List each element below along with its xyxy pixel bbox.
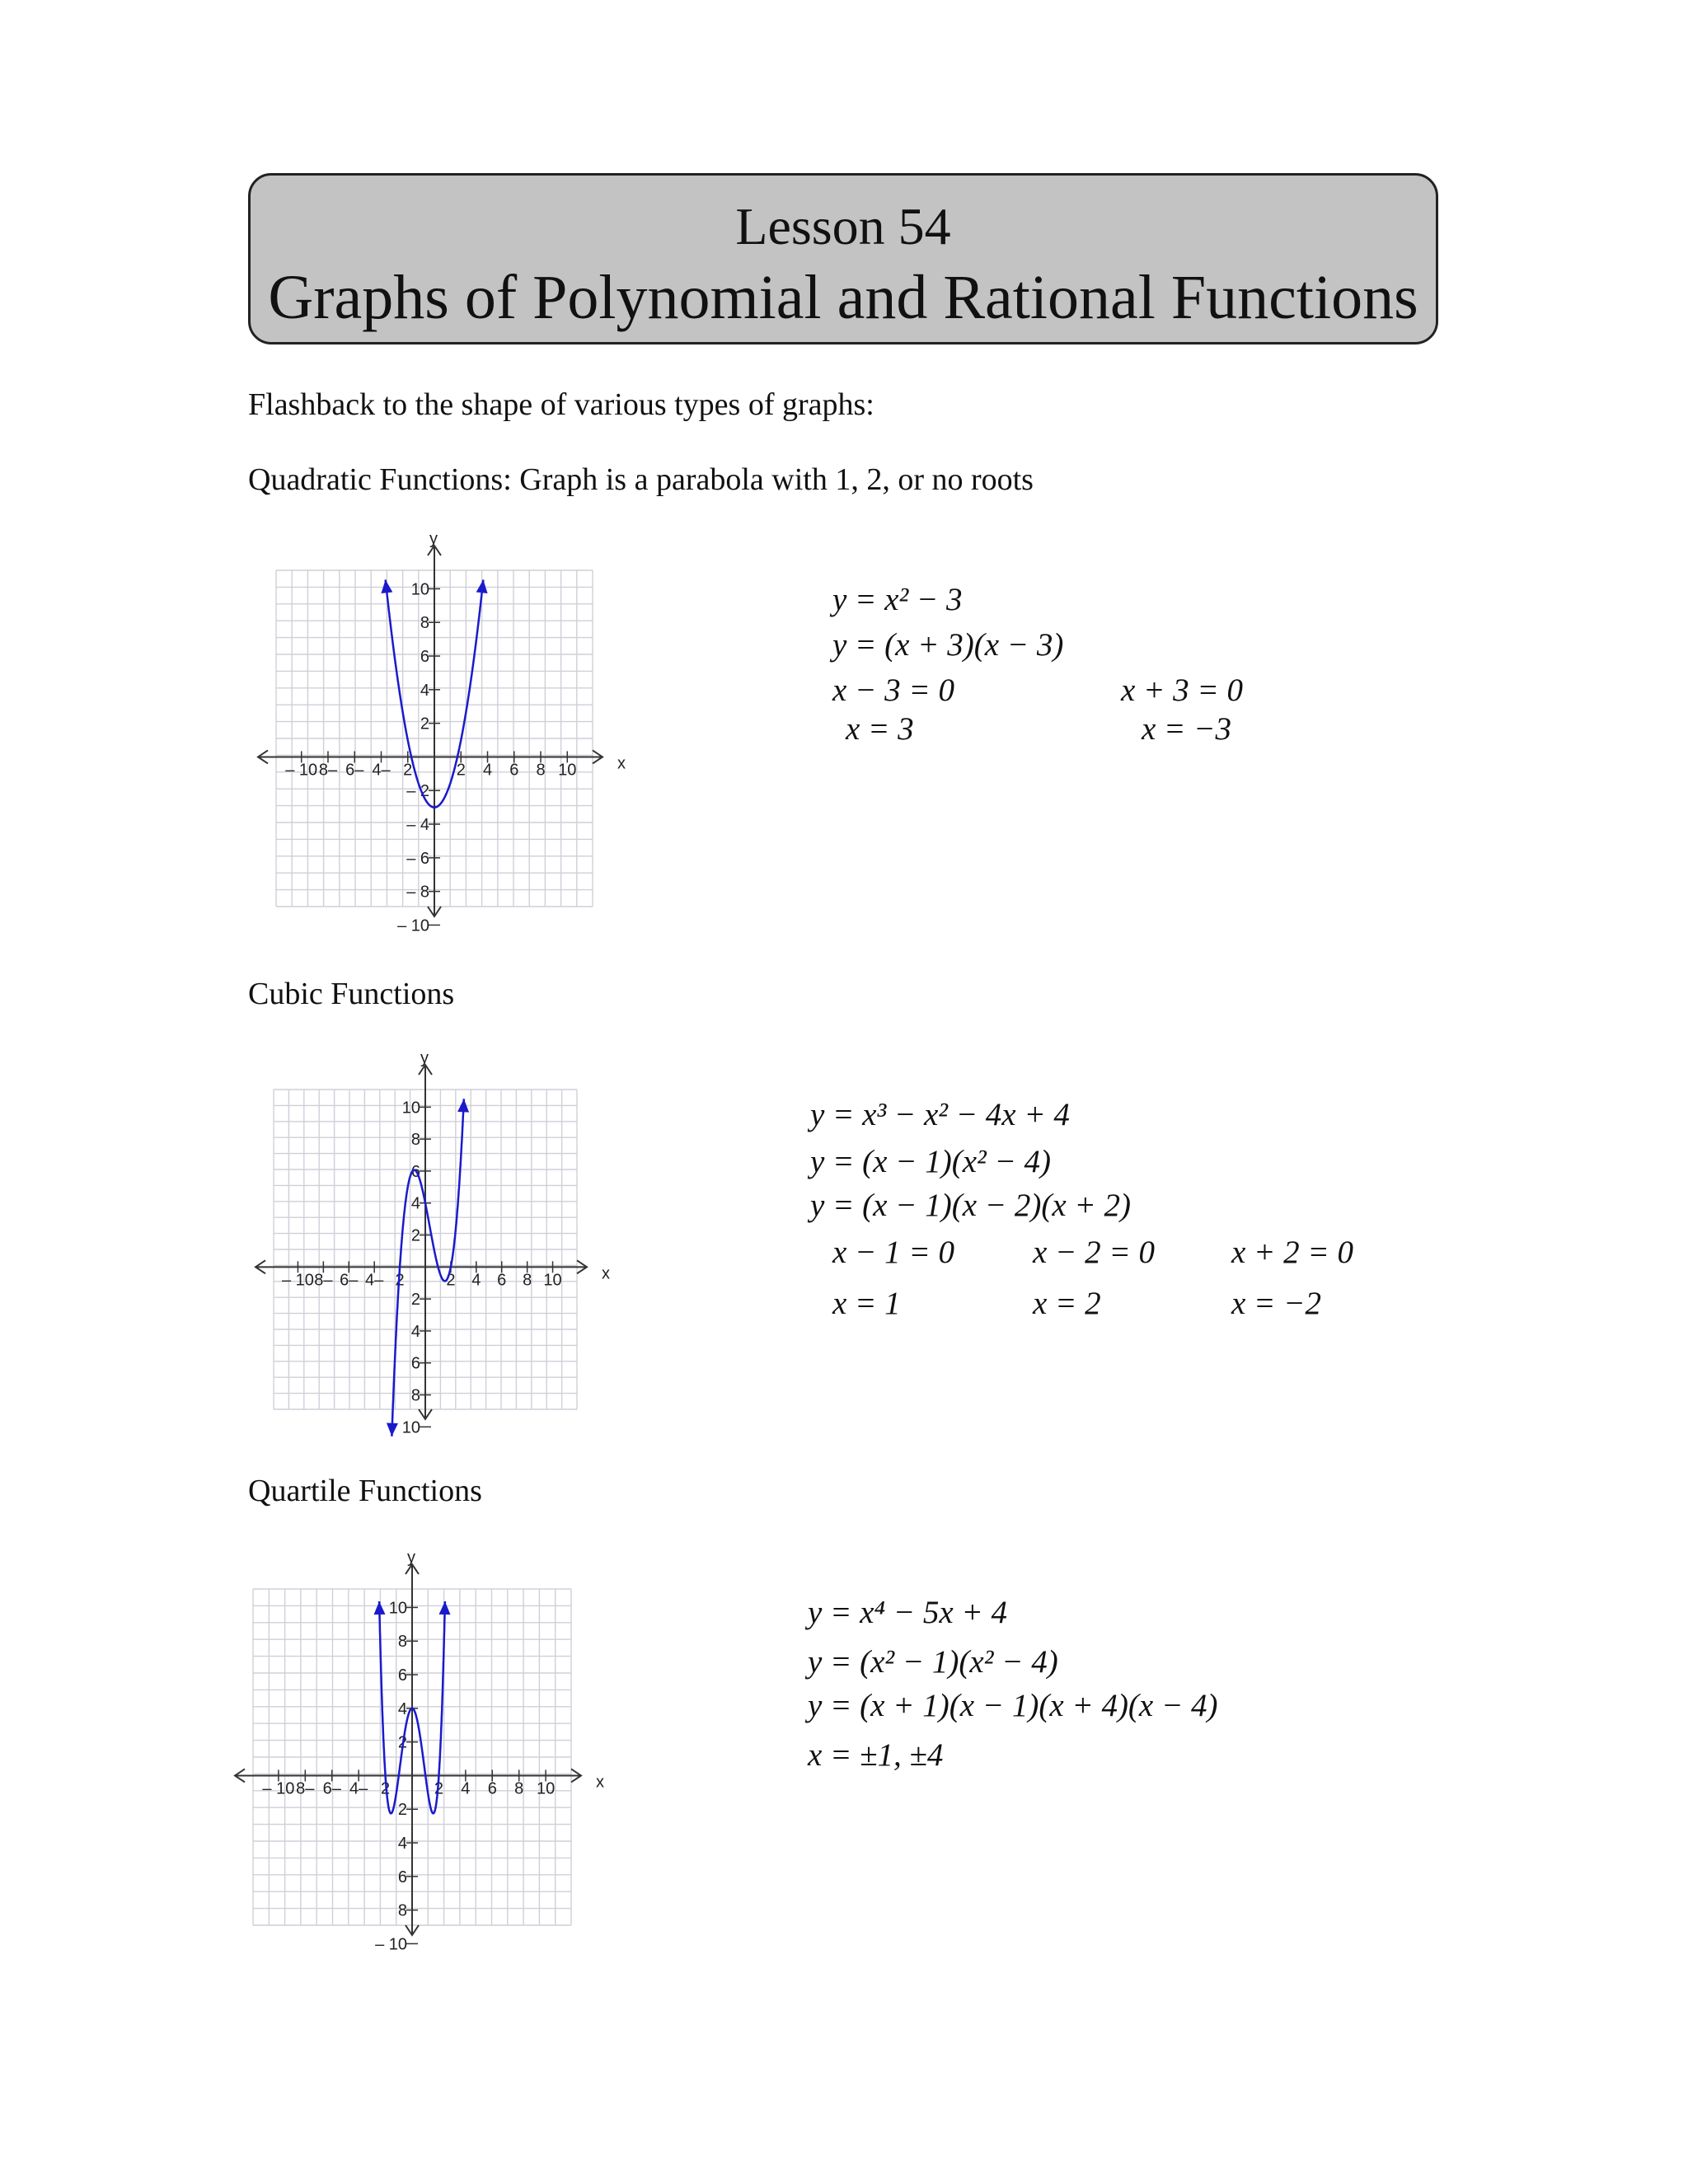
x-tick-label: 8– xyxy=(318,761,338,780)
x-tick-label: 4 xyxy=(482,761,493,780)
y-tick-label: 8 xyxy=(420,614,429,633)
y-tick-label: 2 xyxy=(397,1801,407,1820)
section-heading-quadratic: Quadratic Functions: Graph is a parabola with 1, 2, or no roots xyxy=(248,462,1034,497)
x-tick-label: 4– xyxy=(349,1779,368,1798)
x-tick-label: 8– xyxy=(296,1779,315,1798)
x-tick-label: – 10 xyxy=(285,761,318,780)
x-axis-label: x xyxy=(602,1264,610,1283)
y-tick-label: – 10 xyxy=(397,916,429,935)
cubic-root1: x = 1 xyxy=(832,1286,901,1321)
x-tick-label: 8 xyxy=(523,1271,532,1290)
x-tick-label: – 10 xyxy=(262,1779,295,1798)
cubic-eq-factored: y = (x − 1)(x − 2)(x + 2) xyxy=(810,1188,1131,1223)
x-tick-label: 6 xyxy=(487,1779,497,1798)
y-tick-label: 2 xyxy=(397,1733,407,1752)
quad-eq-factored: y = (x + 3)(x − 3) xyxy=(832,627,1064,663)
x-tick-label: 8– xyxy=(314,1271,333,1290)
y-tick-label: 10 xyxy=(401,1418,420,1437)
x-tick-label: 4– xyxy=(372,761,391,780)
x-tick-label: 2 xyxy=(456,761,466,780)
page-title: Graphs of Polynomial and Rational Functions xyxy=(268,263,1418,332)
x-tick-label: 8 xyxy=(536,761,546,780)
x-tick-label: 2 xyxy=(434,1779,443,1798)
y-axis-label: y xyxy=(407,1549,415,1567)
quad-eq-root1-eq: x − 3 = 0 xyxy=(832,673,954,708)
x-tick-label: 10 xyxy=(543,1271,562,1290)
cubic-root3: x = −2 xyxy=(1231,1286,1321,1321)
y-tick-label: 6 xyxy=(397,1868,407,1886)
equation-text: y = x² − 3 xyxy=(832,582,963,617)
x-tick-label: 4 xyxy=(461,1779,471,1798)
quartic-graph xyxy=(218,1549,631,1957)
y-tick-label: 8 xyxy=(410,1131,420,1150)
x-tick-label: 2 xyxy=(395,1271,405,1290)
y-axis-label: y xyxy=(429,530,438,548)
quad-eq-root2-eq: x + 3 = 0 xyxy=(1121,673,1243,708)
x-tick-label: 4 xyxy=(471,1271,481,1290)
y-tick-label: 2 xyxy=(420,715,429,733)
x-tick-label: 6– xyxy=(322,1779,341,1798)
x-tick-label: 2 xyxy=(381,1779,391,1798)
y-tick-label: 4 xyxy=(420,681,429,700)
quartic-roots: x = ±1, ±4 xyxy=(808,1737,944,1773)
cubic-root2: x = 2 xyxy=(1033,1286,1101,1321)
y-tick-label: 10 xyxy=(410,580,429,599)
section-heading-cubic: Cubic Functions xyxy=(248,977,455,1011)
y-tick-label: 6 xyxy=(397,1666,407,1685)
y-tick-label: 10 xyxy=(401,1099,420,1118)
quartic-eq-factored: y = (x + 1)(x − 1)(x + 4)(x − 4) xyxy=(808,1688,1218,1723)
y-tick-label: 6 xyxy=(410,1162,420,1181)
quad-eq-standard xyxy=(832,583,962,616)
x-tick-label: 6– xyxy=(345,761,364,780)
x-tick-label: – 10 xyxy=(281,1271,314,1290)
y-tick-label: – 10 xyxy=(375,1935,407,1954)
cubic-root1-eq: x − 1 = 0 xyxy=(832,1235,954,1270)
y-tick-label: 4 xyxy=(410,1322,420,1341)
quartic-eq-standard: y = x⁴ − 5x + 4 xyxy=(808,1595,1007,1630)
cubic-root3-eq: x + 2 = 0 xyxy=(1231,1235,1353,1270)
y-tick-label: 2 xyxy=(410,1226,420,1245)
x-tick-label: 4– xyxy=(365,1271,384,1290)
cubic-eq-standard: y = x³ − x² − 4x + 4 xyxy=(810,1097,1070,1132)
quad-eq-root1: x = 3 xyxy=(846,711,914,747)
y-tick-label: – 2 xyxy=(406,782,429,801)
x-tick-label: 6 xyxy=(509,761,519,780)
x-axis-label: x xyxy=(596,1773,604,1792)
x-tick-label: 2 xyxy=(446,1271,456,1290)
curve-start-arrow xyxy=(387,1423,398,1436)
y-tick-label: 8 xyxy=(410,1386,420,1405)
y-tick-label: 2 xyxy=(410,1291,420,1310)
cubic-root2-eq: x − 2 = 0 xyxy=(1033,1235,1155,1270)
quartic-eq-grouped: y = (x² − 1)(x² − 4) xyxy=(808,1644,1058,1680)
intro-text: Flashback to the shape of various types of graphs: xyxy=(248,387,874,422)
y-tick-label: – 8 xyxy=(406,883,429,902)
y-tick-label: 4 xyxy=(410,1194,420,1213)
curve-end-arrow xyxy=(439,1601,451,1615)
x-tick-label: 10 xyxy=(536,1779,556,1798)
y-tick-label: – 4 xyxy=(406,816,429,835)
y-tick-label: 8 xyxy=(397,1633,407,1652)
section-heading-quartic: Quartile Functions xyxy=(248,1474,482,1508)
y-tick-label: – 6 xyxy=(406,849,429,868)
curve-start-arrow xyxy=(374,1601,386,1615)
x-tick-label: 2 xyxy=(403,761,413,780)
y-tick-label: 4 xyxy=(397,1699,407,1718)
x-tick-label: 8 xyxy=(514,1779,524,1798)
y-axis-label: y xyxy=(420,1049,429,1067)
y-tick-label: 6 xyxy=(420,648,429,667)
y-tick-label: 8 xyxy=(397,1901,407,1920)
x-tick-label: 10 xyxy=(558,761,577,780)
quad-eq-root2: x = −3 xyxy=(1142,711,1231,747)
x-tick-label: 6 xyxy=(497,1271,507,1290)
title-banner xyxy=(248,173,1438,344)
y-tick-label: 4 xyxy=(397,1835,407,1854)
x-axis-label: x xyxy=(617,754,626,773)
cubic-eq-grouped: y = (x − 1)(x² − 4) xyxy=(810,1144,1052,1179)
x-tick-label: 6– xyxy=(340,1271,359,1290)
y-tick-label: 10 xyxy=(388,1599,407,1618)
quadratic-graph xyxy=(231,527,643,935)
lesson-number: Lesson 54 xyxy=(735,197,951,255)
cubic-graph xyxy=(231,1047,643,1437)
y-tick-label: 6 xyxy=(410,1354,420,1373)
